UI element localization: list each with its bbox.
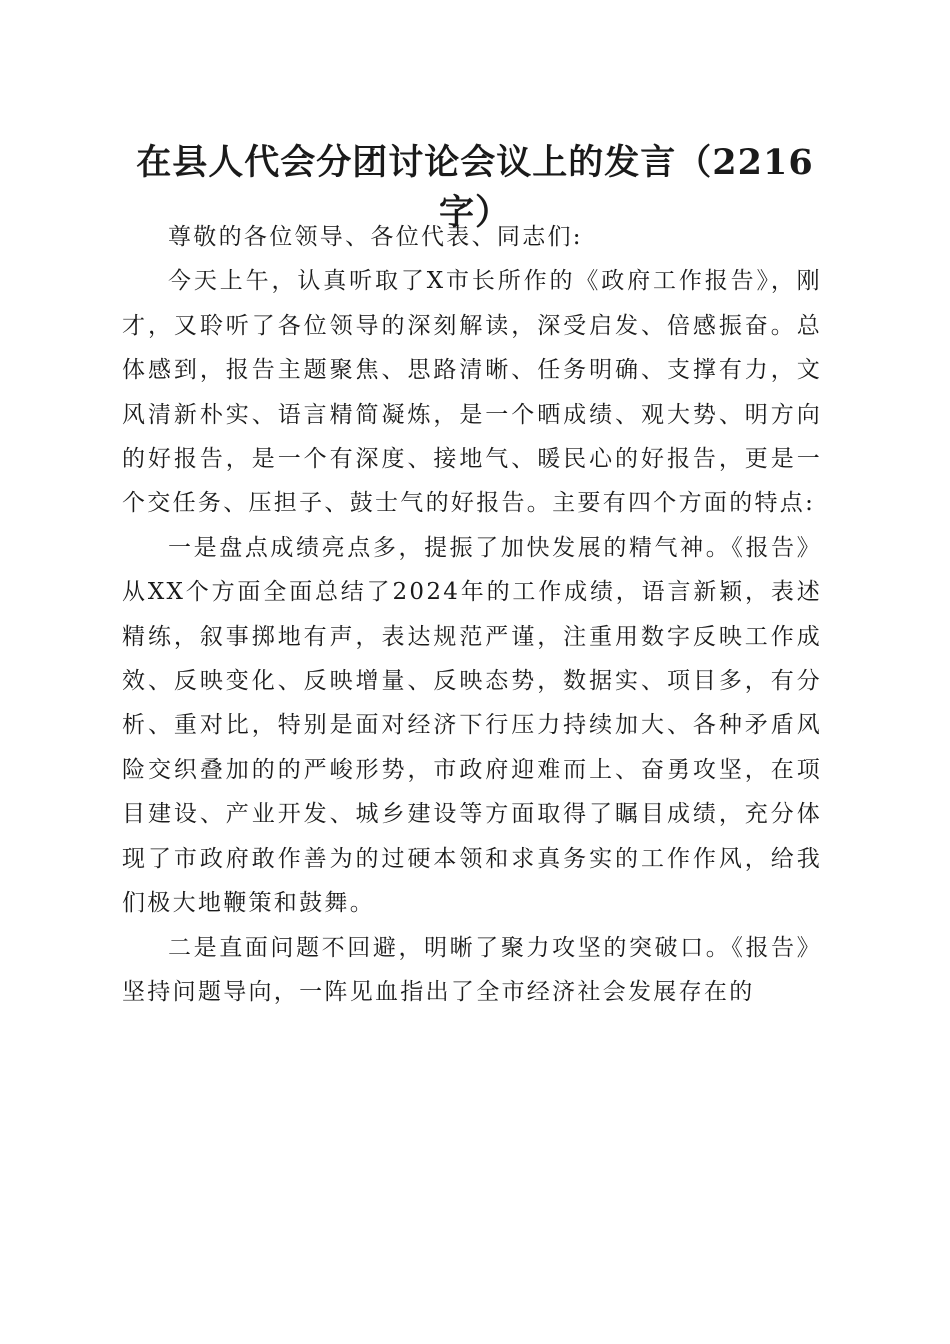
paragraph-intro: 今天上午，认真听取了X市长所作的《政府工作报告》，刚才，又聆听了各位领导的深刻解读，深受启发、倍感振奋。总体感到，报告主题聚焦、思路清晰、任务明确、支撑有力，文风清新朴实、语言精简凝炼，是一个晒成绩、观大势、明方向的好报告，是一个有深度、接地气、暖民心的好报告，更是一个交任务、压担子、鼓士气的好报告。主要有四个方面的特点: (122, 268, 822, 517)
paragraph-point-one: 一是盘点成绩亮点多，提振了加快发展的精气神。《报告》从XX个方面全面总结了2024年的工作成绩，语言新颖，表述精练，叙事掷地有声，表达规范严谨，注重用数字反映工作成效、反映变化、反映增量、反映态势，数据实、项目多，有分析、重对比，特别是面对经济下行压力持续加大、各种矛盾风险交织叠加的的严峻形势，市政府迎难而上、奋勇攻坚，在项目建设、产业开发、城乡建设等方面取得了瞩目成绩，充分体现了市政府敢作善为的过硬本领和求真务实的工作作风，给我们极大地鞭策和鼓舞。 (122, 534, 822, 917)
document-body (122, 215, 822, 1014)
document-title: 在县人代会分团讨论会议上的发言（2216字） (136, 142, 814, 233)
paragraph-point-two: 二是直面问题不回避，明晰了聚力攻坚的突破口。《报告》坚持问题导向，一阵见血指出了全市经济社会发展存在的 (122, 934, 822, 1005)
salutation: 尊敬的各位领导、各位代表、同志们: (168, 224, 583, 250)
